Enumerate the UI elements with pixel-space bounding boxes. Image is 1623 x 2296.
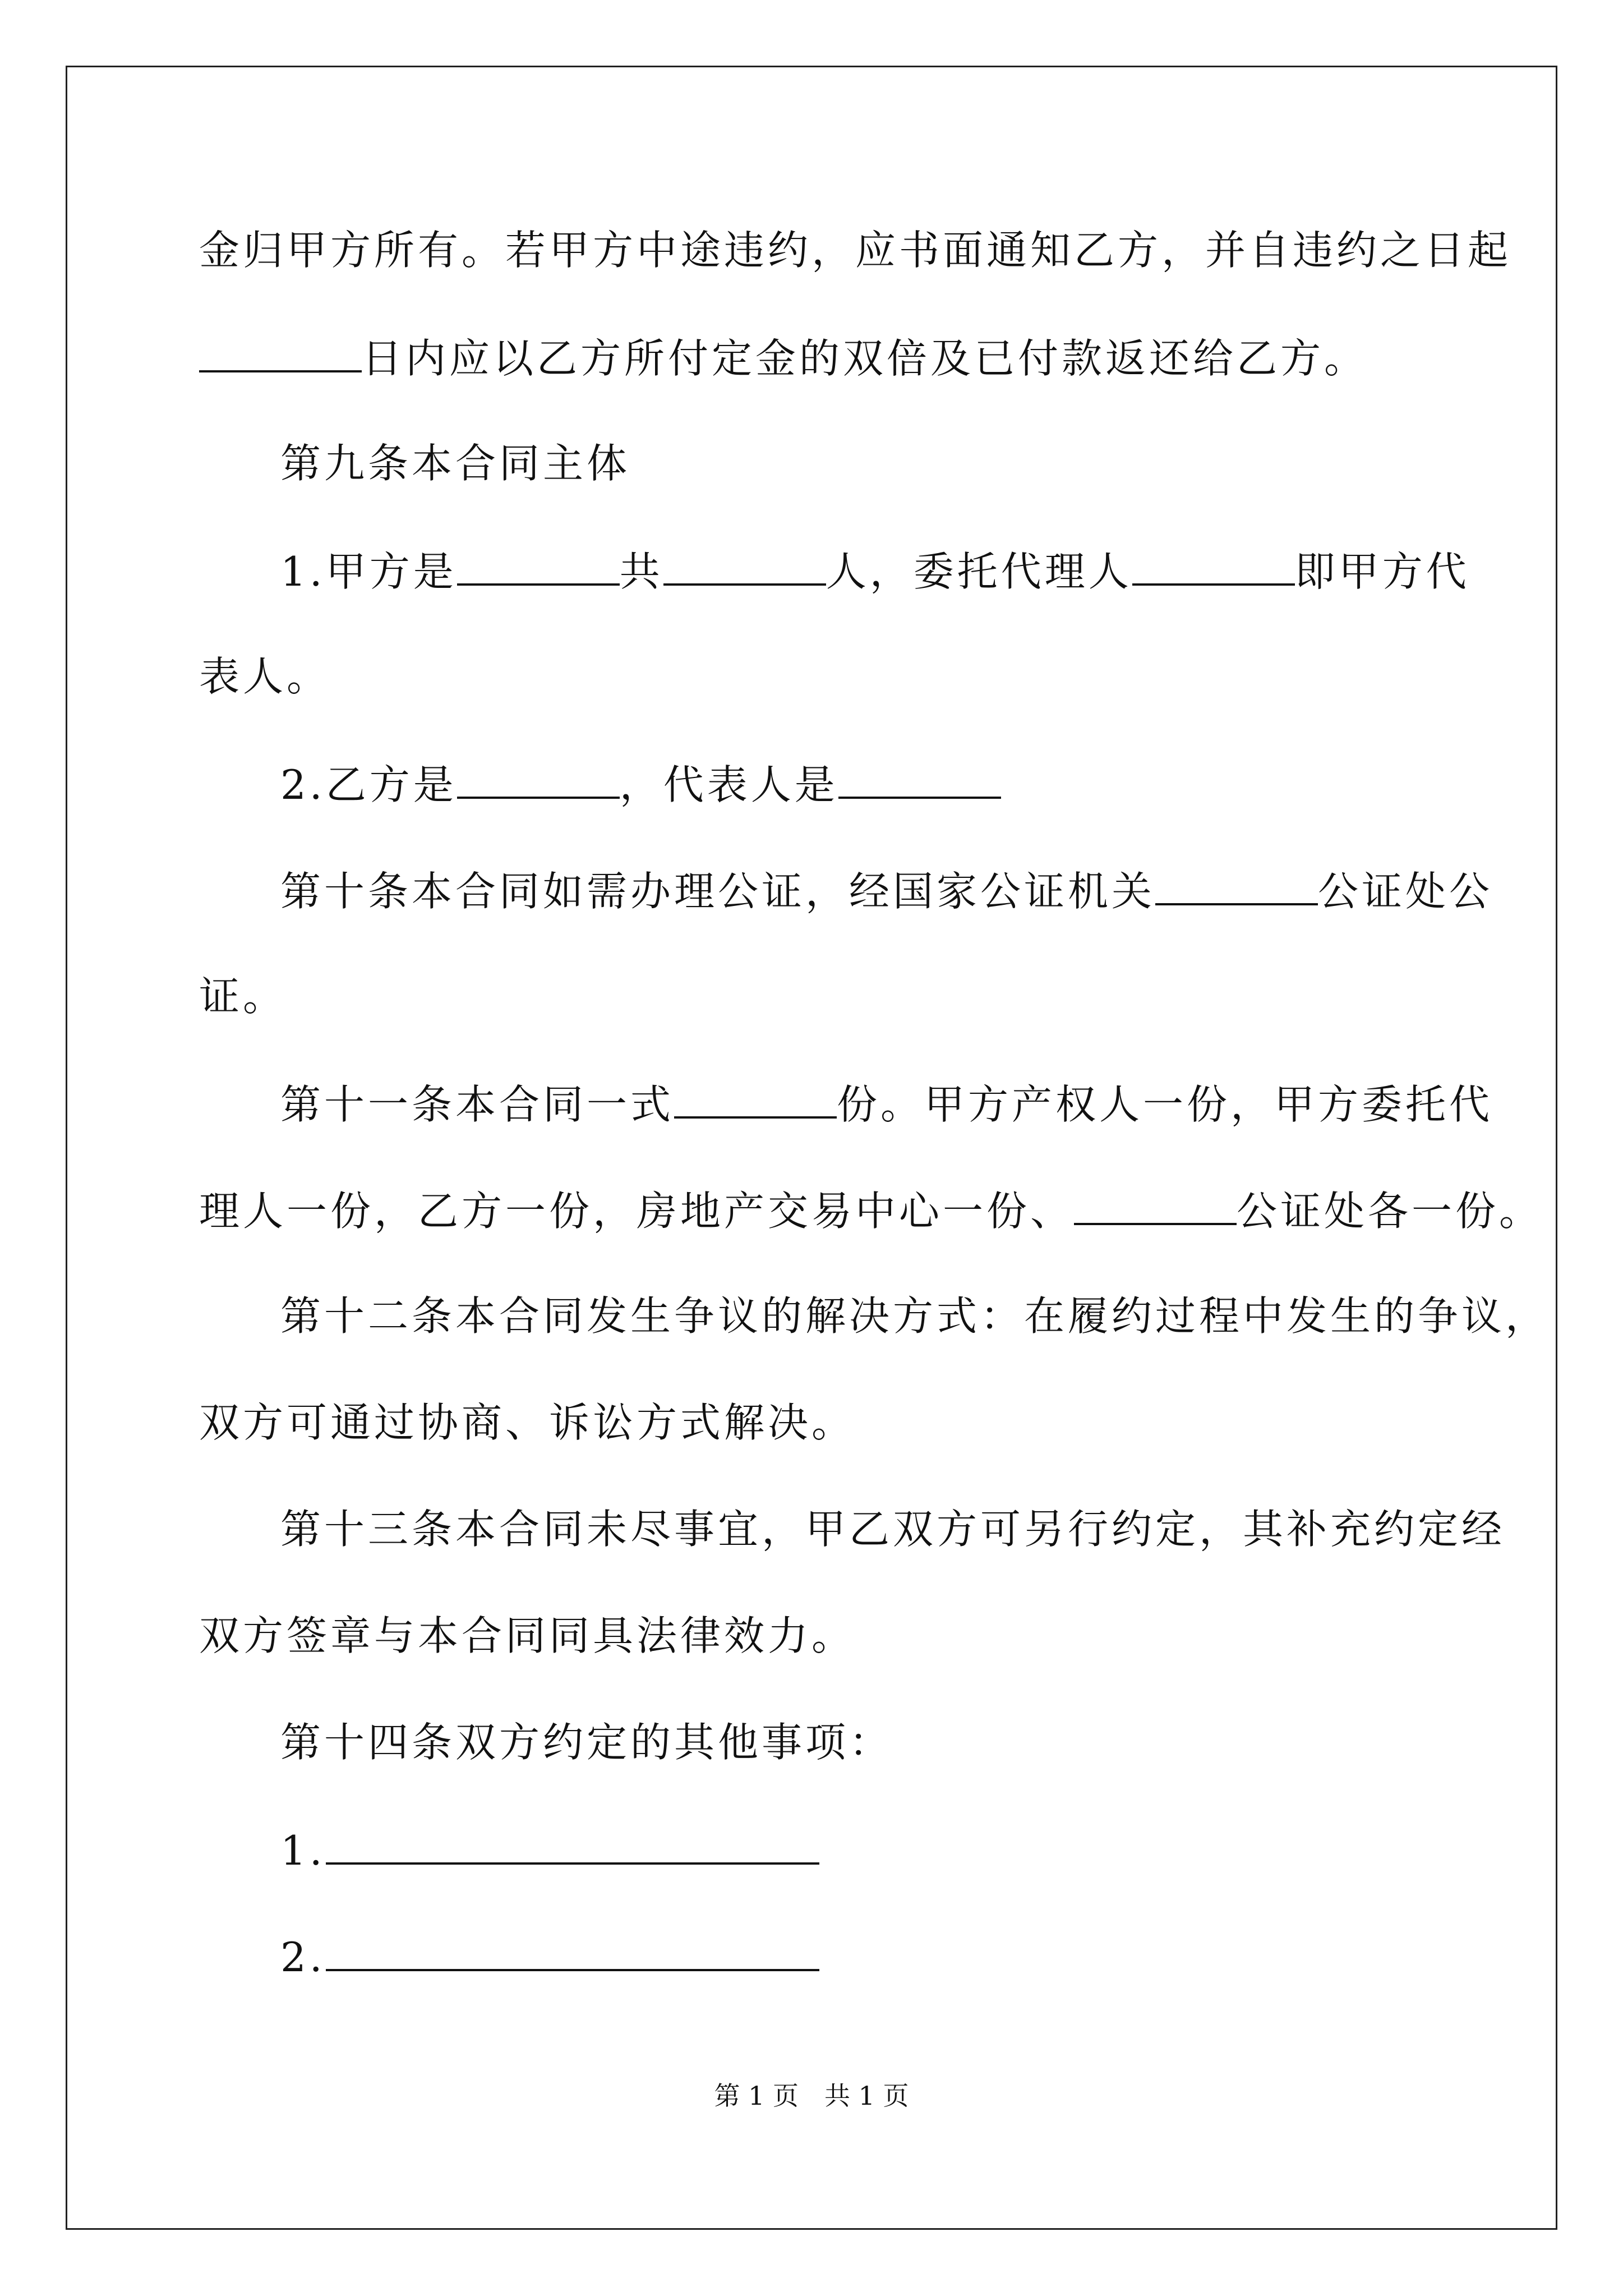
text-segment: 公证处各一份。: [1237, 1188, 1543, 1235]
paragraph-line: [199, 1399, 856, 1446]
party-a-line: [280, 548, 1470, 595]
fill-blank: [1132, 550, 1295, 586]
article-10-line: [280, 868, 1493, 915]
fill-blank: [1155, 869, 1318, 905]
fill-blank: [1074, 1189, 1237, 1225]
page-frame: [66, 66, 1557, 2230]
article-12-line: [280, 1292, 1550, 1340]
text-segment: 第十一条本合同一式: [280, 1081, 675, 1128]
text-line: 金归甲方所有。若甲方中途违约，应书面通知乙方，并自违约之日起: [199, 227, 1512, 274]
article-9-heading: [280, 440, 631, 487]
other-item-1: [280, 1827, 819, 1874]
article-11-line: [280, 1081, 1493, 1128]
party-b-line: [280, 761, 1001, 808]
text-segment: 即甲方代: [1294, 548, 1470, 595]
text-segment: 份。甲方产权人一份，甲方委托代: [837, 1081, 1493, 1128]
fill-blank: [199, 337, 362, 372]
paragraph-line: [199, 335, 1368, 382]
fill-blank-long: [326, 1935, 819, 1971]
text-line: 表人。: [199, 653, 331, 700]
paragraph-line: [199, 1612, 856, 1659]
fill-blank-long: [326, 1829, 819, 1865]
text-line: 日内应以乙方所付定金的双倍及已付款返还给乙方。: [362, 335, 1368, 382]
text-line: 第十二条本合同发生争议的解决方式：在履约过程中发生的争议，: [280, 1292, 1550, 1340]
text-segment: 理人一份，乙方一份，房地产交易中心一份、: [199, 1188, 1075, 1235]
fill-blank: [457, 550, 620, 586]
text-line: 双方签章与本合同同具法律效力。: [199, 1612, 856, 1659]
text-segment: 1.甲方是: [280, 548, 457, 595]
paragraph-line: [199, 227, 1512, 274]
text-segment: 第十条本合同如需办理公证，经国家公证机关: [280, 868, 1156, 915]
paragraph-line: [199, 973, 287, 1020]
fill-blank: [838, 763, 1001, 799]
heading-text: 第九条本合同主体: [280, 440, 631, 487]
paragraph-line: [199, 1188, 1543, 1235]
item-number: 2.: [280, 1934, 326, 1981]
article-13-line: [280, 1506, 1506, 1553]
text-line: 双方可通过协商、诉讼方式解决。: [199, 1399, 856, 1446]
fill-blank: [663, 550, 826, 586]
article-14-heading: [280, 1719, 893, 1766]
text-segment: 人，委托代理人: [826, 548, 1132, 595]
text-segment: 2.乙方是: [280, 761, 457, 808]
fill-blank: [457, 763, 620, 799]
page-number: 第 1 页 共 1 页: [714, 2081, 909, 2111]
text-line: 第十三条本合同未尽事宜，甲乙双方可另行约定，其补充约定经: [280, 1506, 1506, 1553]
other-item-2: [280, 1934, 819, 1981]
text-segment: ，代表人是: [619, 761, 838, 808]
item-number: 1.: [280, 1827, 326, 1874]
text-line: 证。: [199, 973, 287, 1020]
page-footer: [0, 2083, 1623, 2109]
text-segment: 共: [619, 548, 663, 595]
heading-text: 第十四条双方约定的其他事项：: [280, 1719, 893, 1766]
paragraph-line: [199, 653, 331, 700]
fill-blank: [674, 1083, 837, 1119]
text-segment: 公证处公: [1318, 868, 1493, 915]
